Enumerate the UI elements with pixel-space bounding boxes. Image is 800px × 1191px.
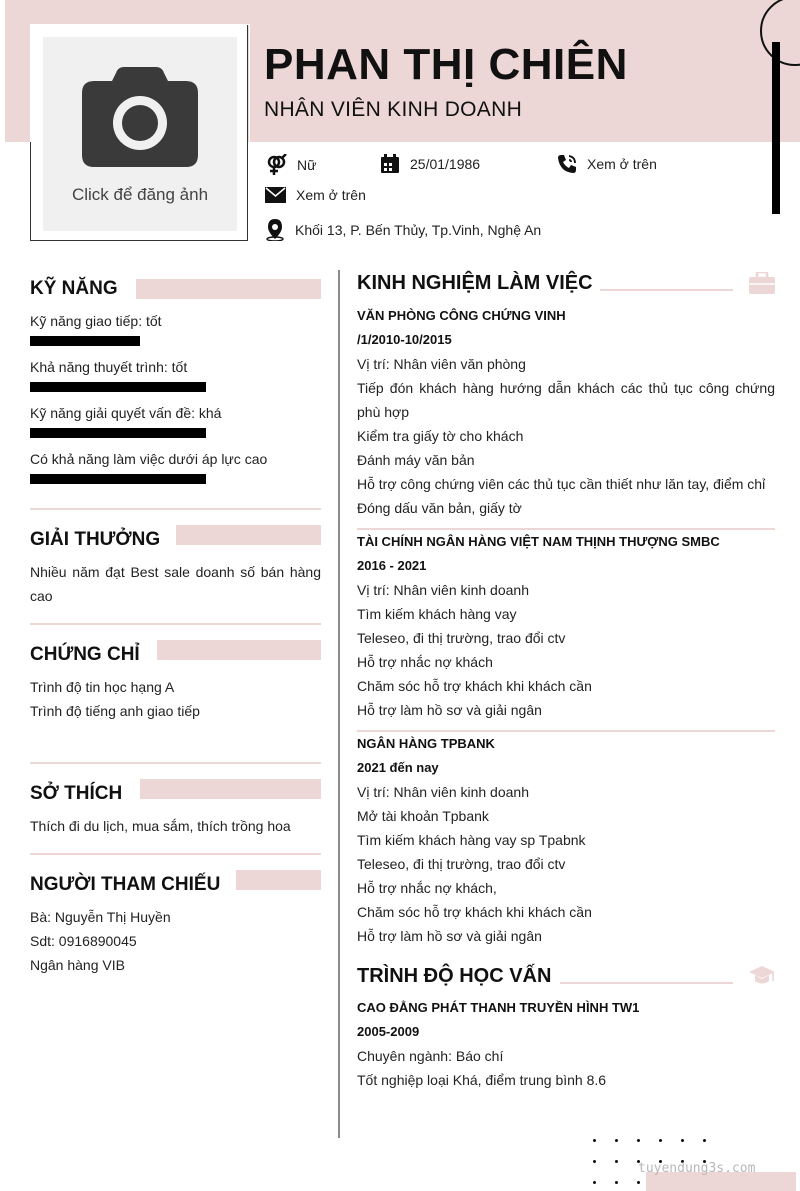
job-company: TÀI CHÍNH NGÂN HÀNG VIỆT NAM THỊNH THƯỢNG SMBC: [357, 534, 720, 549]
candidate-name: PHAN THỊ CHIÊN: [264, 40, 628, 89]
skill-level-bar: [30, 474, 206, 484]
job-detail: Vị trí: Nhân viên kinh doanh: [357, 784, 529, 800]
job-period: 2016 - 2021: [357, 558, 427, 573]
job-detail: Đánh máy văn bản: [357, 452, 475, 468]
certificates-heading: CHỨNG CHỈ: [30, 644, 140, 665]
column-divider: [338, 270, 340, 1138]
photo-placeholder[interactable]: [43, 37, 237, 231]
phone-icon: [557, 154, 577, 174]
job-detail: Đóng dấu văn bản, giấy tờ: [357, 500, 522, 516]
reference-item: Sdt: 0916890045: [30, 933, 137, 949]
address-value: Khối 13, P. Bến Thủy, Tp.Vinh, Nghệ An: [295, 222, 542, 238]
job-detail: Tiếp đón khách hàng hướng dẫn khách các thủ tục công chứng phù hợp: [357, 380, 775, 420]
hobbies-heading: SỞ THÍCH: [30, 783, 123, 804]
calendar-icon: [380, 154, 400, 174]
section-divider: [30, 762, 321, 764]
skills-heading: KỸ NĂNG: [30, 278, 118, 299]
gender-value: Nữ: [297, 157, 317, 173]
email-value: Xem ở trên: [296, 187, 366, 203]
skill-level-bar: [30, 336, 140, 346]
skill-label: Kỹ năng giao tiếp: tốt: [30, 313, 162, 329]
gender-icon: [265, 154, 287, 176]
email-info: [265, 187, 366, 203]
certificate-item: Trình độ tiếng anh giao tiếp: [30, 703, 200, 719]
job-detail: Chăm sóc hỗ trợ khách khi khách cần: [357, 678, 592, 694]
job-period: 2021 đến nay: [357, 760, 439, 775]
education-detail: Tốt nghiệp loại Khá, điểm trung bình 8.6: [357, 1072, 607, 1088]
camera-icon: [82, 65, 198, 167]
job-company: NGÂN HÀNG TPBANK: [357, 736, 495, 751]
briefcase-icon: [749, 272, 775, 294]
photo-upload[interactable]: [30, 24, 248, 241]
section-divider: [30, 623, 321, 625]
awards-text: Nhiều năm đạt Best sale doanh số bán hàng cao: [30, 564, 321, 604]
education-school: CAO ĐẲNG PHÁT THANH TRUYỀN HÌNH TW1: [357, 1000, 640, 1015]
job-detail: Vị trí: Nhân viên kinh doanh: [357, 582, 529, 598]
photo-upload-label: Click để đăng ảnh: [71, 185, 209, 204]
skill-label: Khả năng thuyết trình: tốt: [30, 359, 188, 375]
job-period: /1/2010-10/2015: [357, 332, 452, 347]
reference-item: Bà: Nguyễn Thị Huyền: [30, 909, 171, 925]
certificate-item: Trình độ tin học hạng A: [30, 679, 175, 695]
section-divider: [30, 853, 321, 855]
references-heading-bar: [236, 870, 321, 890]
education-heading: TRÌNH ĐỘ HỌC VẤN: [357, 965, 552, 987]
skill-label: Có khả năng làm việc dưới áp lực cao: [30, 451, 268, 467]
job-detail: Hỗ trợ làm hồ sơ và giải ngân: [357, 928, 542, 944]
references-heading: NGƯỜI THAM CHIẾU: [30, 874, 221, 895]
awards-heading-bar: [176, 525, 321, 545]
graduation-cap-icon: [749, 966, 775, 986]
experience-heading: KINH NGHIỆM LÀM VIỆC: [357, 272, 593, 294]
gender-info: [265, 154, 316, 176]
section-divider: [30, 508, 321, 510]
job-detail: Teleseo, đi thị trường, trao đổi ctv: [357, 856, 566, 872]
watermark: tuyendung3s.com: [638, 1161, 756, 1176]
job-detail: Hỗ trợ làm hồ sơ và giải ngân: [357, 702, 542, 718]
job-detail: Chăm sóc hỗ trợ khách khi khách cần: [357, 904, 592, 920]
job-detail: Tìm kiếm khách hàng vay: [357, 606, 517, 622]
phone-info: [557, 154, 657, 174]
job-detail: Mở tài khoản Tpbank: [357, 808, 489, 824]
skill-level-bar: [30, 382, 206, 392]
education-heading-line: [560, 982, 733, 984]
skill-level-bar: [30, 428, 206, 438]
job-company: VĂN PHÒNG CÔNG CHỨNG VINH: [357, 308, 566, 323]
phone-value: Xem ở trên: [587, 156, 657, 172]
education-period: 2005-2009: [357, 1024, 420, 1039]
job-divider: [357, 528, 775, 530]
hobbies-heading-bar: [140, 779, 321, 799]
birthdate-info: [380, 154, 480, 174]
candidate-title: NHÂN VIÊN KINH DOANH: [264, 98, 523, 121]
job-detail: Hỗ trợ nhắc nợ khách,: [357, 880, 497, 896]
reference-item: Ngân hàng VIB: [30, 957, 125, 973]
address-info: [265, 219, 541, 241]
decorative-bar: [772, 42, 780, 214]
location-pin-icon: [265, 219, 285, 241]
email-icon: [265, 187, 286, 203]
certificates-heading-bar: [157, 640, 321, 660]
job-detail: Vị trí: Nhân viên văn phòng: [357, 356, 526, 372]
experience-heading-line: [600, 289, 733, 291]
job-detail: Hỗ trợ công chứng viên các thủ tục cần thiết như lăn tay, điểm chỉ: [357, 476, 766, 492]
education-detail: Chuyên ngành: Báo chí: [357, 1048, 504, 1064]
hobbies-text: Thích đi du lịch, mua sắm, thích trồng hoa: [30, 818, 291, 834]
skills-heading-bar: [136, 279, 321, 299]
job-detail: Kiểm tra giấy tờ cho khách: [357, 428, 524, 444]
awards-heading: GIẢI THƯỞNG: [30, 529, 161, 550]
job-detail: Tìm kiếm khách hàng vay sp Tpabnk: [357, 832, 586, 848]
skill-label: Kỹ năng giải quyết vấn đề: khá: [30, 405, 222, 421]
birthdate-value: 25/01/1986: [410, 156, 481, 172]
job-divider: [357, 730, 775, 732]
job-detail: Hỗ trợ nhắc nợ khách: [357, 654, 493, 670]
job-detail: Teleseo, đi thị trường, trao đổi ctv: [357, 630, 566, 646]
